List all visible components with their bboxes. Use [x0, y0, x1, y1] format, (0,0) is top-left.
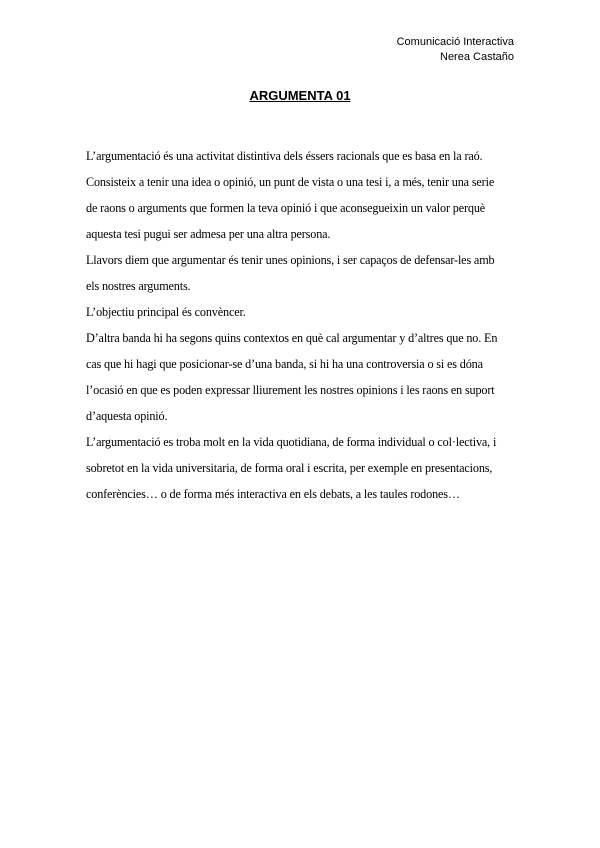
- body-line: L’argumentació es troba molt en la vida quotidiana, de forma individual o col·lectiva, i: [86, 435, 497, 449]
- document-title: ARGUMENTA 01: [249, 88, 351, 103]
- document-header: [397, 35, 514, 65]
- body-line: conferències… o de forma més interactiva en els debats, a les taules rodones…: [86, 487, 460, 501]
- body-line: d’aquesta opinió.: [86, 409, 168, 423]
- document-body: [86, 143, 518, 507]
- body-line: L’objectiu principal és convèncer.: [86, 305, 246, 319]
- body-line: Llavors diem que argumentar és tenir unes opinions, i ser capaços de defensar-les amb: [86, 253, 495, 267]
- body-line: L’argumentació és una activitat distintiva dels éssers racionals que es basa en la raó.: [86, 149, 483, 163]
- body-line: aquesta tesi pugui ser admesa per una altra persona.: [86, 227, 331, 241]
- body-line: sobretot en la vida universitaria, de forma oral i escrita, per exemple en presentacions,: [86, 461, 493, 475]
- body-line: Consisteix a tenir una idea o opinió, un punt de vista o una tesi i, a més, tenir una serie: [86, 175, 495, 189]
- body-line: l’ocasió en que es poden expressar lliurement les nostres opinions i les raons en suport: [86, 383, 495, 397]
- body-line: cas que hi hagi que posicionar-se d’una banda, si hi ha una controversia o si es dóna: [86, 357, 483, 371]
- body-line: els nostres arguments.: [86, 279, 191, 293]
- header-course: Comunicació Interactiva: [396, 36, 514, 48]
- body-line: de raons o arguments que formen la teva opinió i que aconsegueixin un valor perquè: [86, 201, 486, 215]
- header-author: Nerea Castaño: [440, 51, 514, 63]
- body-line: D’altra banda hi ha segons quins contextos en què cal argumentar y d’altres que no. En: [86, 331, 498, 345]
